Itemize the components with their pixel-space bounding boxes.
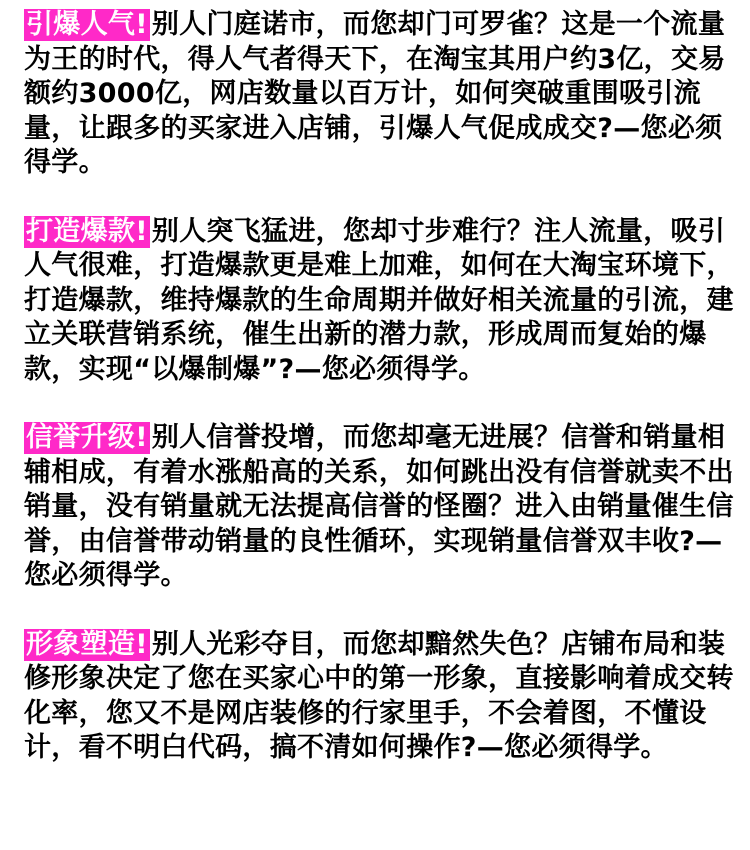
section-body: 别人信誉投增，而您却毫无进展？信誉和销量相辅相成，有着水涨船高的关系，如何跳出没有信誉就卖不出销量，没有销量就无法提高信誉的怪圈？进入由销量催生信誉，由信誉带动销量的良性循环，实现销量信誉双丰收?—您必须得学。 — [24, 422, 734, 591]
section-tag: 形象塑造! — [26, 628, 148, 660]
section-tag: 引爆人气! — [26, 9, 148, 40]
section-tag: 打造爆款! — [26, 215, 148, 247]
section-body: 别人门庭诺市，而您却门可罗雀？这是一个流量为王的时代，得人气者得天下，在淘宝其用户约3亿，交易额约3000亿，网店数量以百万计，如何突破重围吸引流量，让跟多的买家进入店铺，引爆人气促成成交?—您必须得学。 — [24, 9, 726, 178]
section-hot-product — [24, 215, 740, 388]
section-body: 别人突飞猛进，您却寸步难行？注人流量，吸引人气很难，打造爆款更是难上加难，如何在大淘宝环境下，打造爆款，维持爆款的生命周期并做好相关流量的引流，建立关联营销系统，催生出新的潜力款，形成周而复始的爆款，实现“以爆制爆”?—您必须得学。 — [24, 215, 734, 385]
section-popularity — [24, 8, 740, 181]
section-tag: 信誉升级! — [26, 422, 148, 453]
section-body: 别人光彩夺目，而您却黯然失色？店铺布局和装修形象决定了您在买家心中的第一形象，直接影响着成交转化率，您又不是网店装修的行家里手，不会着图，不懂设计，看不明白代码，搞不清如何操作?—您必须得学。 — [24, 628, 734, 763]
section-image — [24, 628, 740, 766]
section-reputation — [24, 421, 740, 594]
